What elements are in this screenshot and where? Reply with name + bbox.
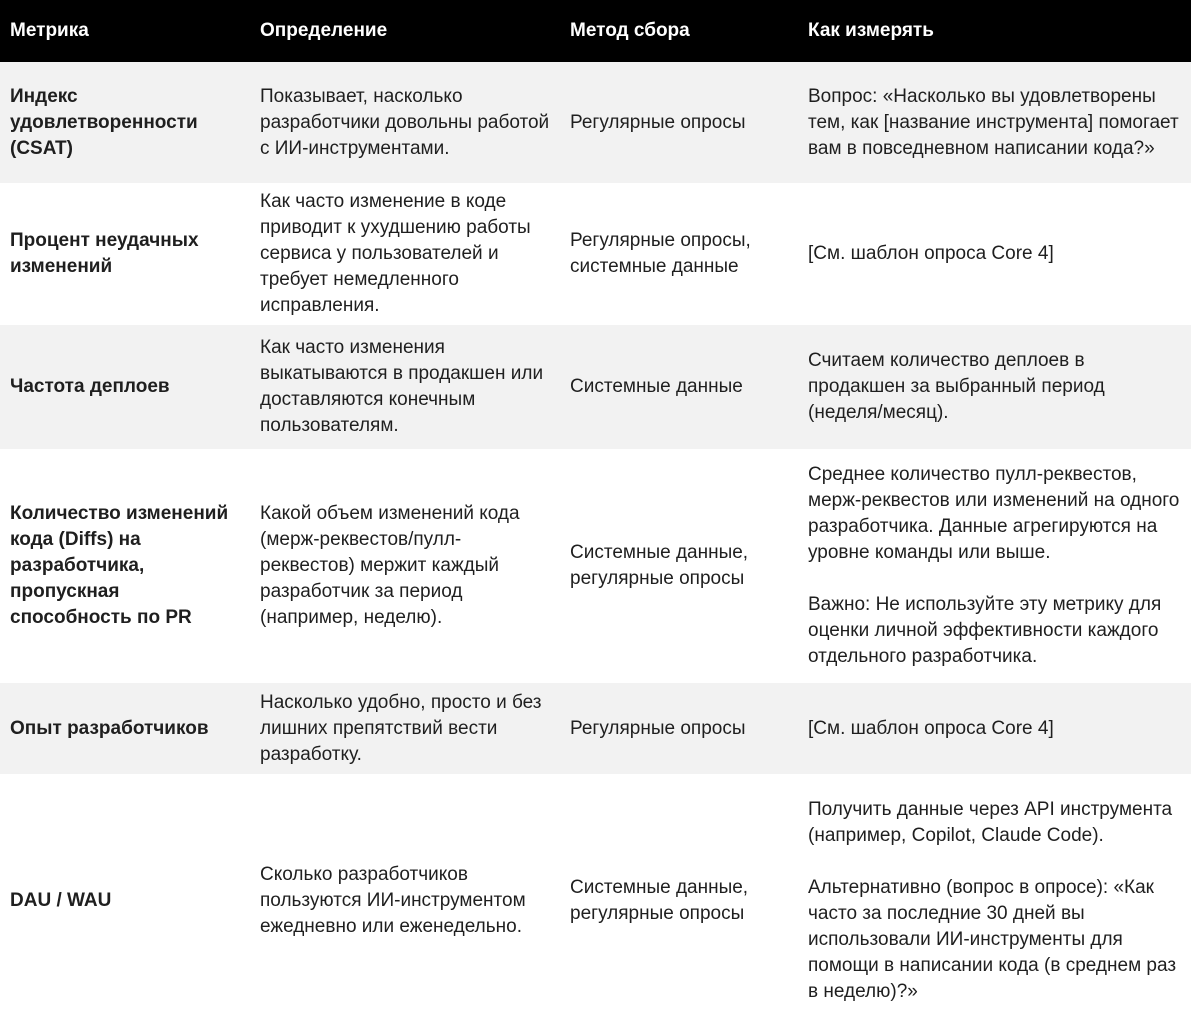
method-cell: Системные данные, регулярные опросы	[570, 876, 749, 924]
metric-cell: Процент неудачных изменений	[10, 230, 199, 277]
definition-cell: Сколько разработчиков пользуются ИИ-инструментом ежедневно или еженедельно.	[260, 863, 526, 937]
header-method: Метод сбора	[560, 0, 798, 62]
table-row	[0, 774, 1191, 1027]
measure-cell	[798, 183, 1191, 325]
table-header-row	[0, 0, 1191, 62]
measure-cell	[798, 325, 1191, 449]
measure-paragraph: Получить данные через API инструмента (например, Copilot, Claude Code).	[808, 798, 1173, 846]
metric-cell: Количество изменений кода (Diffs) на разработчика, пропускная способность по PR	[10, 503, 229, 628]
definition-cell: Показывает, насколько разработчики довольны работой с ИИ-инструментами.	[260, 85, 550, 159]
measure-cell	[798, 774, 1191, 1027]
metric-cell: Опыт разработчиков	[10, 717, 209, 739]
method-cell: Системные данные	[570, 376, 743, 397]
measure-paragraph: [См. шаблон опроса Core 4]	[808, 243, 1054, 264]
method-cell: Регулярные опросы	[570, 717, 746, 739]
measure-cell	[798, 62, 1191, 183]
metric-cell: Частота деплоев	[10, 376, 170, 397]
definition-cell: Насколько удобно, просто и без лишних препятствий вести разработку.	[260, 691, 542, 765]
measure-cell	[798, 683, 1191, 774]
table-row	[0, 183, 1191, 325]
method-cell: Регулярные опросы, системные данные	[570, 230, 751, 277]
header-definition: Определение	[250, 0, 560, 62]
metric-cell: Индекс удовлетворенности (CSAT)	[10, 85, 198, 159]
measure-cell	[798, 449, 1191, 683]
method-cell: Системные данные, регулярные опросы	[570, 542, 749, 589]
definition-cell: Как часто изменение в коде приводит к ухудшению работы сервиса у пользователей и требует немедленного исправления.	[260, 191, 531, 316]
header-metric: Метрика	[0, 0, 250, 62]
measure-paragraph: Считаем количество деплоев в продакшен за выбранный период (неделя/месяц).	[808, 350, 1105, 423]
measure-paragraph: Среднее количество пулл-реквестов, мерж-реквестов или изменений на одного разработчика. Данные агрегируются на уровне команды или выше.	[808, 464, 1180, 563]
measure-paragraph: Альтернативно (вопрос в опросе): «Как часто за последние 30 дней вы использовали ИИ-инструменты для помощи в написании кода (в среднем раз в неделю)?»	[808, 876, 1177, 1002]
metric-cell: DAU / WAU	[10, 889, 112, 911]
header-measure: Как измерять	[798, 0, 1191, 62]
table-row	[0, 683, 1191, 774]
definition-cell: Какой объем изменений кода (мерж-реквестов/пулл-реквестов) мержит каждый разработчик за период (например, неделю).	[260, 503, 520, 628]
method-cell: Регулярные опросы	[570, 111, 746, 133]
table-row	[0, 62, 1191, 183]
measure-paragraph: Важно: Не используйте эту метрику для оценки личной эффективности каждого отдельного разработчика.	[808, 594, 1162, 667]
table-row	[0, 325, 1191, 449]
measure-paragraph: [См. шаблон опроса Core 4]	[808, 717, 1054, 739]
definition-cell: Как часто изменения выкатываются в продакшен или доставляются конечным пользователям.	[260, 337, 544, 436]
table-row	[0, 449, 1191, 683]
measure-paragraph: Вопрос: «Насколько вы удовлетворены тем, как [название инструмента] помогает вам в повседневном написании кода?»	[808, 85, 1179, 159]
